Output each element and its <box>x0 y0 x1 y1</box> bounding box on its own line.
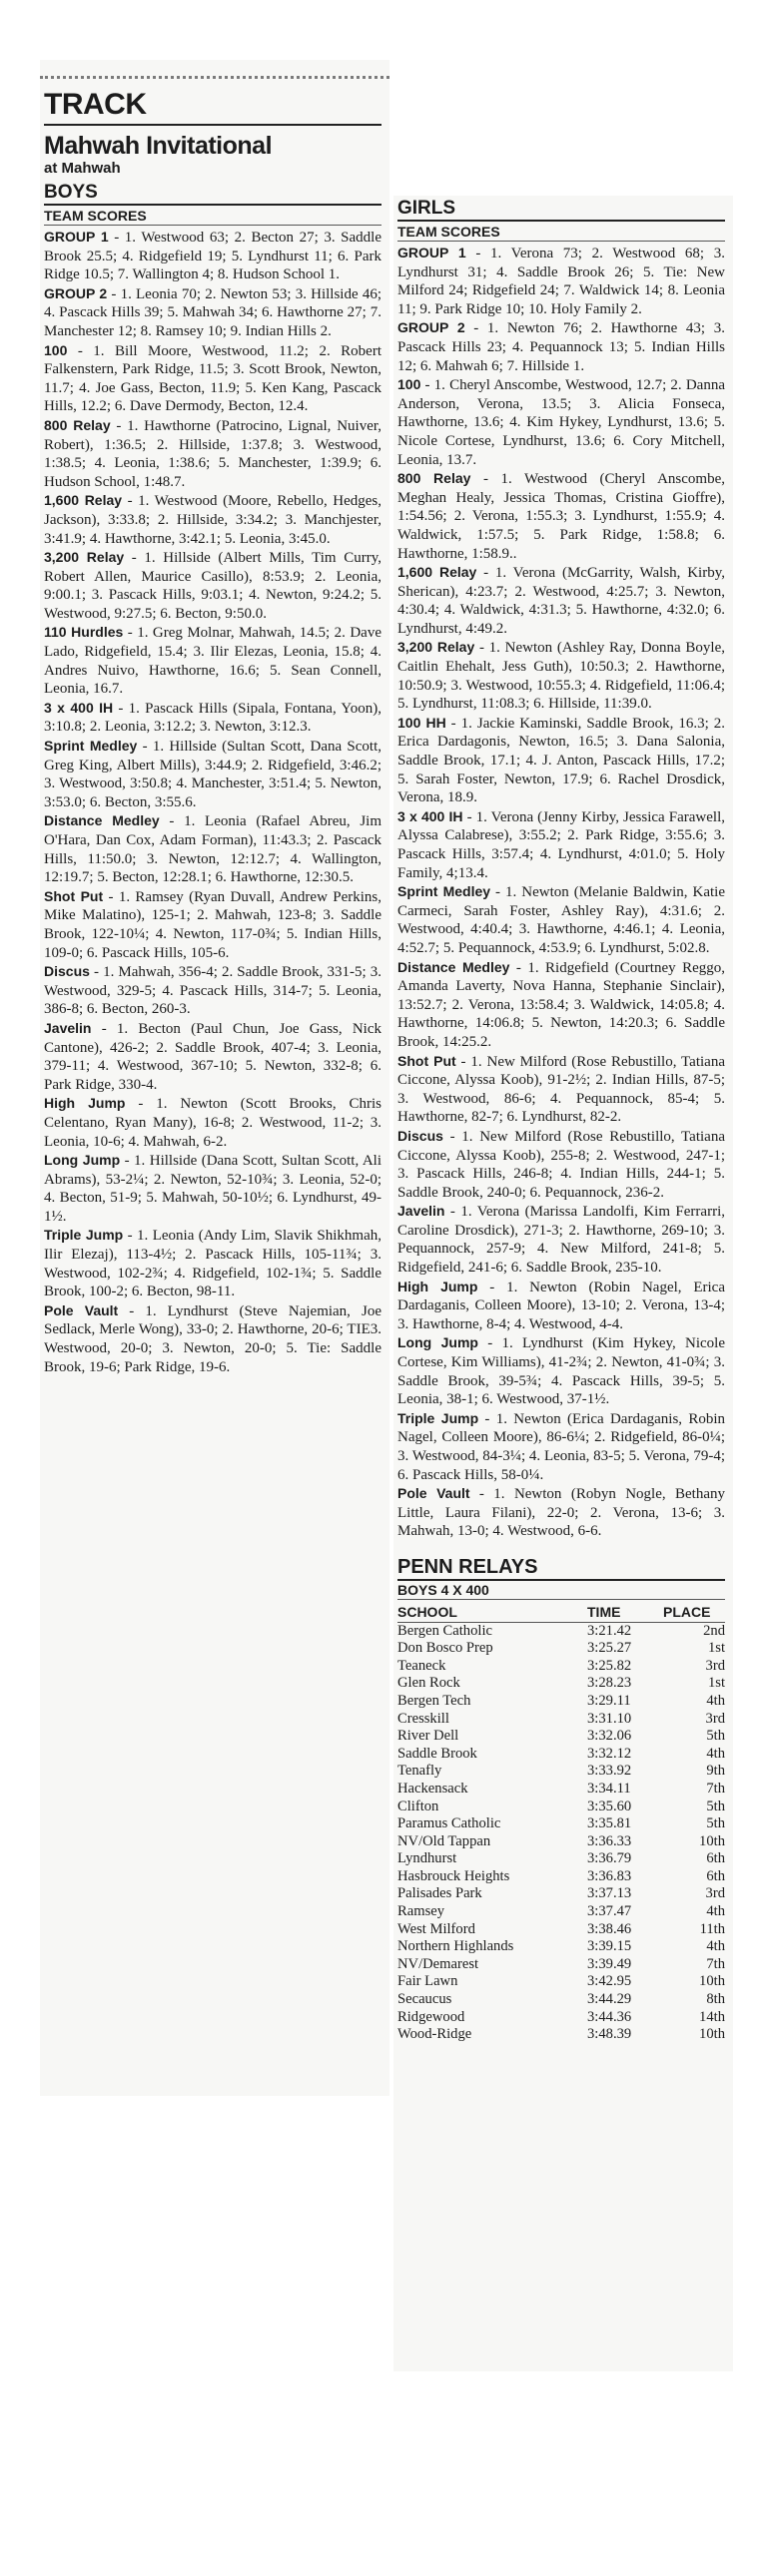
place-cell: 3rd <box>705 1885 725 1902</box>
school-cell: Ramsey <box>397 1903 445 1920</box>
time-cell: 3:32.06 <box>587 1728 632 1745</box>
table-row <box>397 1956 725 1974</box>
column-header-school: SCHOOL <box>397 1604 587 1622</box>
event-text: - 1. Pascack Hills (Sipala, Fontana, Yoon), 3:10.8; 2. Leonia, 3:12.2; 3. Newton, 3:12.3. <box>44 700 381 736</box>
table-row <box>397 1868 725 1886</box>
time-cell: 3:36.79 <box>587 1850 632 1867</box>
table-row <box>397 1746 725 1764</box>
event-name: GROUP 2 <box>44 284 108 301</box>
event-result <box>44 887 381 962</box>
event-result <box>397 244 725 318</box>
time-cell: 3:44.36 <box>587 2008 632 2025</box>
place-cell: 1st <box>707 1675 725 1692</box>
meet-location: at Mahwah <box>44 160 121 177</box>
table-row <box>397 1711 725 1729</box>
table-row <box>397 1850 725 1868</box>
event-name: Distance Medley <box>397 958 510 975</box>
event-name: Pole Vault <box>44 1301 119 1318</box>
school-cell: NV/Old Tappan <box>397 1832 491 1849</box>
event-name: 800 Relay <box>44 416 111 433</box>
time-cell: 3:25.27 <box>587 1640 632 1657</box>
table-row <box>397 1658 725 1676</box>
school-cell: Glen Rock <box>397 1675 460 1692</box>
event-text: - 1. Cheryl Anscombe, Westwood, 12.7; 2. Danna Anderson, Verona, 13.5; 3. Alicia Fonseca, Hawthorne, 13.6; 4. Kim Hykey, Lyndhurst, 13.6; 5. Nicole Cortese, Lyndhurst, 13.6; 6. Cory Mitchell, Leonia, 13.7. <box>397 377 725 468</box>
event-text: - 1. Hawthorne (Patrocino, Lignal, Nuiver, Robert), 1:36.5; 2. Hillside, 1:37.8; 3. Westwood, 1:38.5; 4. Leonia, 1:38.6; 5. Manchester, 1:39.9; 6. Hudson School, 1:48.7. <box>44 417 381 490</box>
place-cell: 10th <box>699 1973 725 1990</box>
school-cell: Fair Lawn <box>397 1973 458 1990</box>
event-name: Javelin <box>397 1203 445 1220</box>
table-header-row <box>397 1604 725 1622</box>
event-name: 100 HH <box>397 714 446 731</box>
event-result <box>44 1094 381 1151</box>
place-cell: 4th <box>706 1745 725 1762</box>
event-name: Triple Jump <box>44 1227 124 1244</box>
event-result <box>44 811 381 886</box>
penn-relays-rows <box>397 1622 725 2044</box>
event-result <box>397 563 725 638</box>
event-result <box>44 737 381 811</box>
event-text: - 1. Newton (Robyn Nogle, Bethany Little, Laura Filani), 22-0; 2. Verona, 13-6; 3. Mahwah, 13-0; 4. Westwood, 6-6. <box>397 1486 725 1540</box>
dotted-top-rule <box>40 76 389 79</box>
event-name: GROUP 2 <box>397 319 465 336</box>
time-cell: 3:38.46 <box>587 1920 632 1937</box>
table-row <box>397 1763 725 1781</box>
place-cell: 1st <box>707 1640 725 1657</box>
event-name: Long Jump <box>44 1152 121 1169</box>
school-cell: Tenafly <box>397 1763 442 1780</box>
time-cell: 3:37.47 <box>587 1903 632 1920</box>
table-row <box>397 1885 725 1903</box>
boys-results-list <box>44 228 381 1376</box>
place-cell: 6th <box>706 1867 725 1884</box>
right-column <box>397 198 725 2044</box>
event-result <box>397 1127 725 1202</box>
event-text: - 1. Verona 73; 2. Westwood 68; 3. Lyndhurst 31; 4. Saddle Brook 26; 5. Tie: New Milford 24; Ridgefield 24; 7. Waldwick 14; 8. Leonia 11; 9. Park Ridge 10; 10. Holy Family 2. <box>397 246 725 317</box>
place-cell: 3rd <box>705 1710 725 1727</box>
school-cell: River Dell <box>397 1728 459 1745</box>
place-cell: 8th <box>706 1991 725 2008</box>
event-result <box>44 491 381 548</box>
boys-team-scores-label: TEAM SCORES <box>44 208 381 226</box>
event-result <box>44 228 381 284</box>
column-header-time: TIME <box>587 1604 663 1622</box>
event-result <box>44 1019 381 1094</box>
place-cell: 14th <box>699 2008 725 2025</box>
event-result <box>397 375 725 469</box>
time-cell: 3:31.10 <box>587 1710 632 1727</box>
time-cell: 3:29.11 <box>587 1692 631 1709</box>
school-cell: Bergen Catholic <box>397 1622 492 1639</box>
place-cell: 2nd <box>703 1622 725 1639</box>
table-row <box>397 1781 725 1799</box>
penn-relays-subheading: BOYS 4 X 400 <box>397 1581 725 1600</box>
event-text: - 1. New Milford (Rose Rebustillo, Tatiana Ciccone, Alyssa Koob), 255-8; 2. Westwood, 247-1; 3. Pascack Hills, 246-8; 4. Indian Hills, 244-1; 5. Saddle Brook, 240-0; 6. Pequannock, 236-2. <box>397 1128 725 1201</box>
place-cell: 3rd <box>705 1657 725 1674</box>
event-name: 3 x 400 IH <box>44 699 114 716</box>
meet-name: Mahwah Invitational <box>44 132 273 160</box>
event-name: 100 <box>44 341 68 358</box>
event-text: - 1. Verona (McGarrity, Walsh, Kirby, Sherican), 4:23.7; 2. Westwood, 4:25.7; 3. Newton, 4:30.4; 4. Waldwick, 4:31.3; 5. Hawthorne, 4:32.0; 6. Lyndhurst, 4:49.2. <box>397 565 725 637</box>
table-row <box>397 1728 725 1746</box>
penn-relays-heading: PENN RELAYS <box>397 1555 725 1581</box>
event-name: High Jump <box>397 1278 478 1294</box>
school-cell: Clifton <box>397 1798 439 1814</box>
event-text: - 1. Newton (Erica Dardaganis, Robin Nagel, Colleen Moore), 86-6¼; 2. Ridgefield, 86-0¼; 3. Westwood, 84-3¼; 4. Leonia, 83-5; 5. Verona, 79-4; 6. Pascack Hills, 58-0¼. <box>397 1410 725 1483</box>
place-cell: 5th <box>706 1798 725 1814</box>
time-cell: 3:35.81 <box>587 1815 632 1832</box>
place-cell: 5th <box>706 1815 725 1832</box>
girls-heading: GIRLS <box>397 198 725 222</box>
event-text: - 1. New Milford (Rose Rebustillo, Tatiana Ciccone, Alyssa Koob), 91-2½; 2. Indian Hills, 87-5; 3. Westwood, 86-6; 4. Pequannock, 85-4; 5. Hawthorne, 82-7; 6. Lyndhurst, 82-2. <box>397 1053 725 1126</box>
table-row <box>397 1815 725 1833</box>
boys-heading: BOYS <box>44 182 381 206</box>
event-result <box>397 318 725 375</box>
place-cell: 10th <box>699 2026 725 2043</box>
event-result <box>397 958 725 1052</box>
table-row <box>397 1640 725 1658</box>
event-text: - 1. Hillside (Dana Scott, Sultan Scott, Ali Abrams), 53-2¼; 2. Newton, 52-10¾; 3. Leonia, 52-0; 4. Becton, 51-9; 5. Mahwah, 50-10½; 6. Lyndhurst, 49-1½. <box>44 1153 381 1225</box>
event-name: 1,600 Relay <box>44 492 123 509</box>
event-name: 800 Relay <box>397 470 471 487</box>
event-result <box>397 807 725 882</box>
event-text: - 1. Newton (Melanie Baldwin, Katie Carmeci, Sarah Foster, Ashley Ray), 4:31.6; 2. Westwood, 4:40.4; 3. Hawthorne, 4:46.1; 4. Leonia, 4:52.7; 5. Pequannock, 4:53.9; 6. Lyndhurst, 5:02.8. <box>397 884 725 956</box>
place-cell: 11th <box>699 1920 725 1937</box>
table-row <box>397 1799 725 1816</box>
penn-relays-table <box>397 1604 725 2044</box>
event-name: Sprint Medley <box>397 883 491 900</box>
event-name: Sprint Medley <box>44 738 138 755</box>
time-cell: 3:34.11 <box>587 1780 631 1797</box>
time-cell: 3:25.82 <box>587 1657 632 1674</box>
place-cell: 10th <box>699 1832 725 1849</box>
event-text: - 1. Ridgefield (Courtney Reggo, Amanda Laverty, Nova Hanna, Stephanie Sinclair), 13:52.7; 2. Verona, 13:58.4; 3. Waldwick, 14:05.8; 4. Hawthorne, 14:06.8; 5. Newton, 14:20.3; 6. Saddle Brook, 14:25.2. <box>397 959 725 1050</box>
left-column <box>44 88 381 1376</box>
event-name: 3,200 Relay <box>397 639 475 656</box>
event-text: - 1. Hillside (Sultan Scott, Dana Scott, Greg King, Albert Mills), 3:44.9; 2. Ridgefield, 3:46.2; 3. Westwood, 3:50.8; 4. Manchester, 3:51.4; 5. Newton, 3:53.0; 6. Becton, 3:55.6. <box>44 739 382 810</box>
time-cell: 3:32.12 <box>587 1745 632 1762</box>
place-cell: 6th <box>706 1850 725 1867</box>
school-cell: Cresskill <box>397 1710 449 1727</box>
event-result <box>397 1202 725 1277</box>
event-result <box>397 1278 725 1334</box>
event-result <box>44 341 381 416</box>
event-result <box>44 699 381 737</box>
table-row <box>397 1938 725 1956</box>
event-text: - 1. Leonia (Andy Lim, Slavik Shikhmah, Ilir Elezaj), 113-4½; 2. Pascack Hills, 105-11¾; 3. Westwood, 102-2¾; 4. Ridgefield, 102-1¾; 5. Saddle Brook, 100-2; 6. Becton, 98-11. <box>44 1228 381 1300</box>
table-row <box>397 1991 725 2009</box>
table-row <box>397 1903 725 1921</box>
school-cell: Hackensack <box>397 1780 468 1797</box>
event-name: 100 <box>397 376 421 393</box>
place-cell: 4th <box>706 1692 725 1709</box>
event-result <box>44 548 381 623</box>
school-cell: Teaneck <box>397 1657 446 1674</box>
school-cell: Ridgewood <box>397 2008 465 2025</box>
time-cell: 3:44.29 <box>587 1991 632 2008</box>
event-text: - 1. Verona (Marissa Landolfi, Kim Ferrarri, Caroline Drosdick), 271-3; 2. Hawthorne, 269-10; 3. Pequannock, 257-9; 4. New Milford, 241-8; 5. Ridgefield, 241-6; 6. Saddle Brook, 235-10. <box>397 1204 725 1277</box>
table-row <box>397 1693 725 1711</box>
event-name: GROUP 1 <box>397 245 466 260</box>
school-cell: Northern Highlands <box>397 1938 514 1955</box>
event-text: - 1. Ramsey (Ryan Duvall, Andrew Perkins, Mike Malatino), 125-1; 2. Mahwah, 123-8; 3. Saddle Brook, 122-10¼; 4. Newton, 117-0¾; 5. Indian Hills, 109-0; 6. Pascack Hills, 105-6. <box>44 888 381 961</box>
table-row <box>397 1833 725 1851</box>
event-text: - 1. Westwood 63; 2. Becton 27; 3. Saddle Brook 25.5; 4. Ridgefield 19; 5. Lyndhurst 11; 6. Park Ridge 10.5; 7. Wallington 4; 8. Hudson School 1. <box>44 230 381 283</box>
school-cell: West Milford <box>397 1920 475 1937</box>
event-result <box>44 623 381 698</box>
event-name: 110 Hurdles <box>44 624 124 641</box>
event-text: - 1. Newton (Robin Nagel, Erica Dardaganis, Colleen Moore), 13-10; 2. Verona, 13-4; 3. Hawthorne, 8-4; 4. Westwood, 4-4. <box>397 1279 725 1332</box>
event-text: - 1. Bill Moore, Westwood, 11.2; 2. Robert Falkenstern, Park Ridge, 11.5; 3. Scott Brook, Newton, 11.7; 4. Joe Gass, Becton, 11.9; 5. Ken Kang, Pascack Hills, 12.2; 6. Dave Dermody, Becton, 12.4. <box>44 342 381 415</box>
event-text: - 1. Westwood (Cheryl Anscombe, Meghan Healy, Jessica Thomas, Cristina Gioffre), 1:54.56; 2. Verona, 1:55.3; 3. Lyndhurst, 1:55.9; 4. Waldwick, 1:57.5; 5. Park Ridge, 1:58.8; 6. Hawthorne, 1:58.9.. <box>397 471 726 562</box>
table-row <box>397 1973 725 1991</box>
event-result <box>397 1333 725 1408</box>
time-cell: 3:39.49 <box>587 1955 632 1972</box>
time-cell: 3:33.92 <box>587 1763 632 1780</box>
event-text: - 1. Verona (Jenny Kirby, Jessica Farawell, Alyssa Calabrese), 3:55.2; 2. Park Ridge, 3:55.6; 3. Pascack Hills, 3:57.4; 4. Lyndhurst, 4:01.0; 5. Holy Family, 4;13.4. <box>397 808 725 881</box>
event-text: - 1. Lyndhurst (Kim Hykey, Nicole Cortese, Kim Williams), 41-2¾; 2. Newton, 41-0¾; 3. Saddle Brook, 39-5¾; 4. Pascack Hills, 39-5; 5. Leonia, 38-1; 6. Westwood, 37-1½. <box>397 1335 725 1408</box>
event-text: - 1. Lyndhurst (Steve Najemian, Joe Sedlack, Merle Wong), 33-0; 2. Hawthorne, 20-6; TIE3. Westwood, 20-0; 3. Newton, 20-0; 5. Tie: Saddle Brook, 19-6; Park Ridge, 19-6. <box>44 1302 381 1375</box>
event-text: - 1. Greg Molnar, Mahwah, 14.5; 2. Dave Lado, Ridgefield, 15.4; 3. Ilir Elezas, Leonia, 15.8; 4. Andres Nuivo, Hawthorne, 16.6; 5. Sean Connell, Leonia, 16.7. <box>44 625 381 698</box>
event-result <box>44 1151 381 1226</box>
section-title: TRACK <box>44 88 381 126</box>
event-text: - 1. Leonia (Rafael Abreu, Jim O'Hara, Dan Cox, Adam Forman), 11:43.3; 2. Pascack Hills, 11:50.0; 3. Newton, 12:12.7; 4. Wallington, 12:19.7; 5. Becton, 12:28.1; 6. Hawthorne, 12:30.5. <box>44 813 381 886</box>
event-result <box>397 1052 725 1127</box>
time-cell: 3:39.15 <box>587 1938 632 1955</box>
event-name: GROUP 1 <box>44 229 109 245</box>
place-cell: 9th <box>706 1763 725 1780</box>
event-name: Discus <box>44 963 90 980</box>
event-name: 1,600 Relay <box>397 564 477 581</box>
event-result <box>397 469 725 563</box>
time-cell: 3:36.83 <box>587 1867 632 1884</box>
event-name: Distance Medley <box>44 812 160 829</box>
table-row <box>397 2009 725 2027</box>
event-text: - 1. Mahwah, 356-4; 2. Saddle Brook, 331-5; 3. Westwood, 329-5; 4. Pascack Hills, 314-7; 5. Leonia, 386-8; 6. Becton, 260-3. <box>44 964 381 1018</box>
event-text: - 1. Leonia 70; 2. Newton 53; 3. Hillside 46; 4. Pascack Hills 39; 5. Mahwah 34; 6. Hawthorne 27; 7. Manchester 12; 8. Ramsey 10; 9. Indian Hills 2. <box>44 285 381 339</box>
event-name: Discus <box>397 1127 443 1144</box>
event-result <box>44 1301 381 1376</box>
event-name: Javelin <box>44 1019 92 1036</box>
time-cell: 3:21.42 <box>587 1622 632 1639</box>
event-text: - 1. Jackie Kaminski, Saddle Brook, 16.3; 2. Erica Dardagonis, Newton, 16.5; 3. Dana Salonia, Saddle Brook, 17.1; 4. J. Anton, Pascack Hills, 17.2; 5. Sarah Foster, Newton, 17.9; 6. Rachel Drosdick, Verona, 18.9. <box>397 715 726 806</box>
school-cell: NV/Demarest <box>397 1955 479 1972</box>
event-name: 3 x 400 IH <box>397 807 463 824</box>
event-text: - 1. Newton (Scott Brooks, Chris Celentano, Ryan Many), 16-8; 2. Westwood, 11-2; 3. Leonia, 10-6; 4. Mahwah, 6-2. <box>44 1096 381 1150</box>
place-cell: 5th <box>706 1728 725 1745</box>
school-cell: Wood-Ridge <box>397 2026 472 2043</box>
event-name: Triple Jump <box>397 1409 479 1426</box>
girls-team-scores-label: TEAM SCORES <box>397 224 725 242</box>
school-cell: Don Bosco Prep <box>397 1640 493 1657</box>
girls-results-list <box>397 244 725 1541</box>
school-cell: Lyndhurst <box>397 1850 457 1867</box>
event-result <box>44 416 381 491</box>
time-cell: 3:48.39 <box>587 2026 632 2043</box>
event-name: Shot Put <box>397 1052 456 1069</box>
place-cell: 4th <box>706 1938 725 1955</box>
place-cell: 7th <box>706 1955 725 1972</box>
event-result <box>44 284 381 341</box>
event-text: - 1. Hillside (Albert Mills, Tim Curry, Robert Allen, Maurice Casillo), 8:53.9; 2. Leonia, 9:00.1; 3. Pascack Hills, 9:03.1; 4. Newton, 9:24.2; 5. Westwood, 9:27.5; 6. Becton, 9:50.0. <box>44 550 381 622</box>
school-cell: Bergen Tech <box>397 1692 471 1709</box>
event-text: - 1. Newton 76; 2. Hawthorne 43; 3. Pascack Hills 23; 4. Pequannock 13; 5. Indian Hills 12; 6. Mahwah 6; 7. Hillside 1. <box>397 320 725 374</box>
time-cell: 3:36.33 <box>587 1832 632 1849</box>
column-header-place: PLACE <box>663 1604 725 1622</box>
event-text: - 1. Westwood (Moore, Rebello, Hedges, Jackson), 3:33.8; 2. Hillside, 3:34.2; 3. Manchjester, 3:41.9; 4. Hawthorne, 3:42.1; 5. Leonia, 3:45.0. <box>44 493 381 547</box>
time-cell: 3:28.23 <box>587 1675 632 1692</box>
event-name: Long Jump <box>397 1334 478 1351</box>
event-text: - 1. Becton (Paul Chun, Joe Gass, Nick Cantone), 426-2; 2. Saddle Brook, 407-4; 3. Leonia, 379-11; 4. Westwood, 367-10; 5. Newton, 332-8; 6. Park Ridge, 330-4. <box>44 1020 381 1093</box>
table-row <box>397 1921 725 1939</box>
place-cell: 4th <box>706 1903 725 1920</box>
time-cell: 3:35.60 <box>587 1798 632 1814</box>
event-result <box>397 714 725 807</box>
time-cell: 3:37.13 <box>587 1885 632 1902</box>
school-cell: Palisades Park <box>397 1885 482 1902</box>
school-cell: Paramus Catholic <box>397 1815 501 1832</box>
event-result <box>397 638 725 713</box>
table-row <box>397 2026 725 2044</box>
time-cell: 3:42.95 <box>587 1973 632 1990</box>
table-row <box>397 1675 725 1693</box>
school-cell: Hasbrouck Heights <box>397 1867 510 1884</box>
event-result <box>397 1409 725 1484</box>
event-name: High Jump <box>44 1095 126 1112</box>
place-cell: 7th <box>706 1780 725 1797</box>
table-row <box>397 1622 725 1640</box>
event-text: - 1. Newton (Ashley Ray, Donna Boyle, Caitlin Ehehalt, Jess Guth), 10:50.3; 2. Hawthorne, 10:50.9; 3. Westwood, 10:55.3; 4. Ridgefield, 11:06.4; 5. Lyndhurst, 11:08.3; 6. Hillside, 11:39.0. <box>397 640 725 713</box>
event-result <box>397 1484 725 1541</box>
event-result <box>44 1226 381 1300</box>
school-cell: Secaucus <box>397 1991 452 2008</box>
event-name: 3,200 Relay <box>44 549 125 566</box>
event-result <box>44 962 381 1019</box>
event-name: Pole Vault <box>397 1485 470 1502</box>
event-name: Shot Put <box>44 887 104 904</box>
event-result <box>397 882 725 957</box>
school-cell: Saddle Brook <box>397 1745 477 1762</box>
